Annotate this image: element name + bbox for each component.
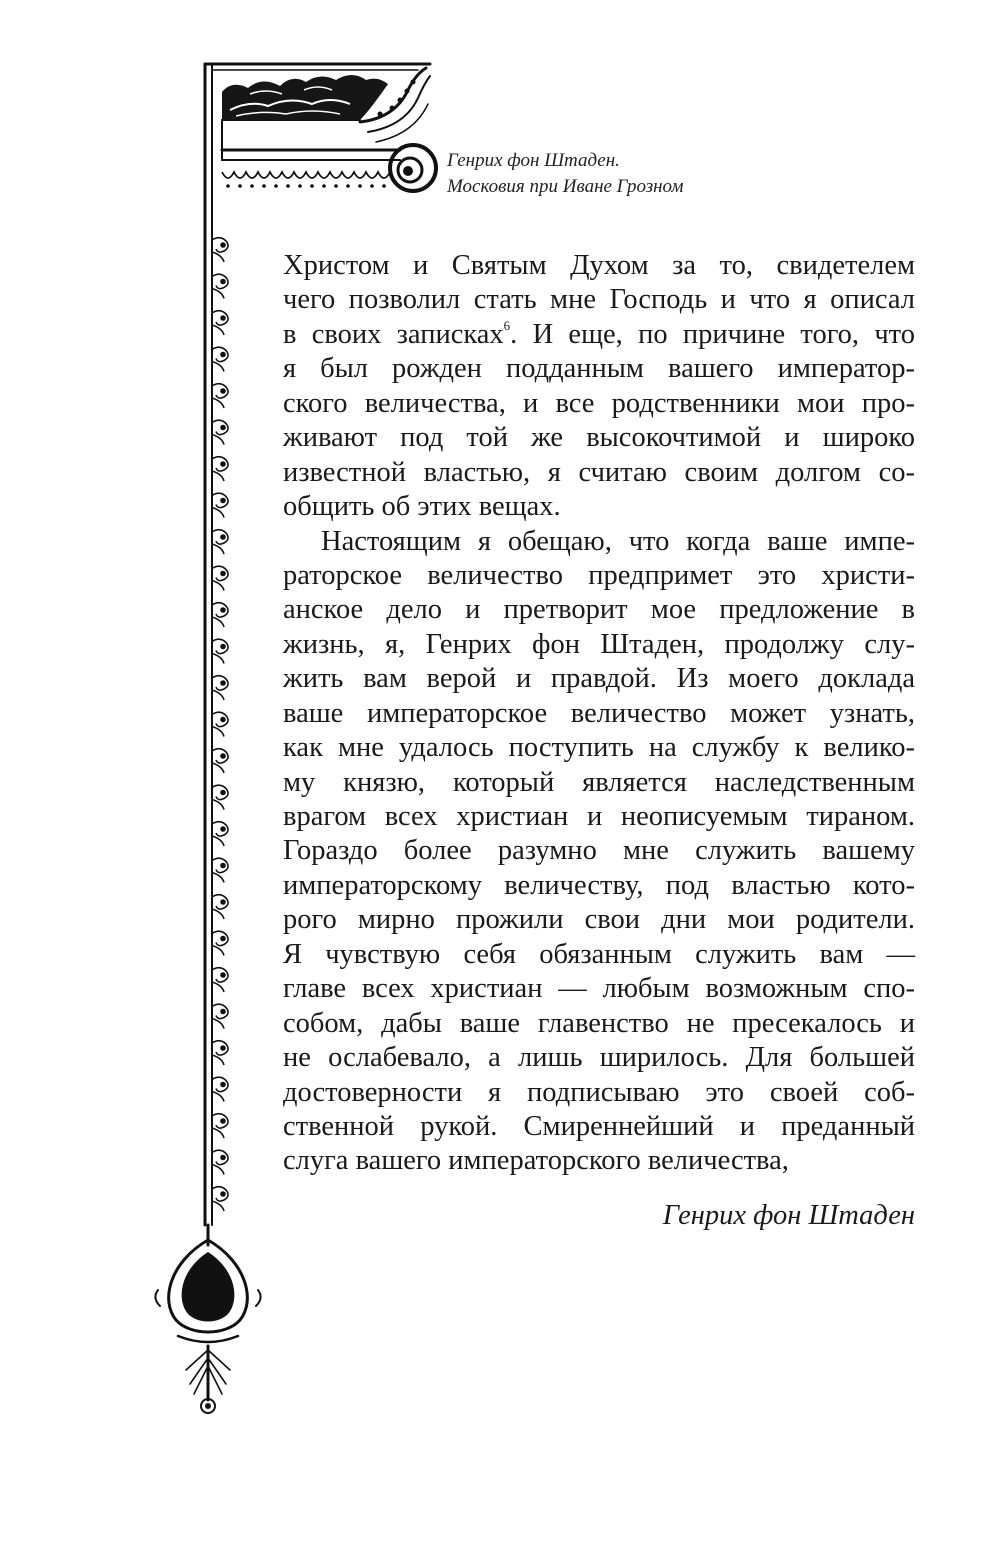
- rule-scroll-motif: [212, 639, 228, 663]
- text-line: врагом всех христиан и неописуемым тираном.: [283, 801, 915, 832]
- rule-dot-motif: [221, 1046, 225, 1050]
- rule-scroll-motif: [212, 603, 228, 627]
- rule-dot-motif: [221, 1083, 225, 1087]
- rule-dot-motif: [221, 754, 225, 758]
- rule-scroll-motif: [212, 822, 228, 846]
- running-head-author: Генрих фон Штаден.: [447, 150, 620, 171]
- rule-dot-motif: [221, 462, 225, 466]
- rule-dot-motif: [221, 791, 225, 795]
- rule-dot-motif: [221, 681, 225, 685]
- rule-dot-motif: [221, 426, 225, 430]
- rule-scroll-motif: [212, 749, 228, 773]
- text-fragment: в своих записках: [283, 318, 504, 350]
- rule-dot-motif: [221, 389, 225, 393]
- text-line: не ослабевало, а лишь ширилось. Для большей: [283, 1042, 915, 1074]
- rule-scroll-motif: [212, 968, 228, 992]
- signature: Генрих фон Штаден: [662, 1200, 915, 1231]
- text-line: жизнь, я, Генрих фон Штаден, продолжу слу-: [283, 628, 915, 660]
- rule-scroll-motif: [212, 311, 228, 335]
- body-text: [283, 249, 915, 1179]
- text-line: собом, дабы ваше главенство не пресекалось и: [283, 1007, 915, 1039]
- rule-dot-motif: [221, 1010, 225, 1014]
- text-line: главе всех христиан — любым возможным спо-: [283, 973, 915, 1005]
- rule-scroll-motif: [212, 931, 228, 955]
- text-line: императорскому величеству, под властью кото-: [283, 869, 915, 901]
- rule-scroll-motif: [212, 712, 228, 736]
- text-line: жить вам верой и правдой. Из моего доклада: [283, 663, 915, 695]
- rule-scroll-motif: [212, 1077, 228, 1101]
- text-line: Гораздо более разумно мне служить вашему: [283, 835, 915, 867]
- rule-scroll-motif: [212, 457, 228, 481]
- rule-dot-motif: [221, 353, 225, 357]
- text-line: ского величества, и все родственники мои про-: [283, 387, 915, 419]
- rule-scroll-motif: [212, 238, 228, 262]
- rule-scroll-motif: [212, 1004, 228, 1028]
- rule-scroll-motif: [212, 1114, 228, 1138]
- rule-scroll-motif: [212, 1187, 228, 1211]
- rule-dot-motif: [221, 645, 225, 649]
- rule-scroll-motif: [212, 566, 228, 590]
- text-line: Настоящим я обещаю, что когда ваше импе-: [321, 525, 915, 557]
- rule-dot-motif: [221, 900, 225, 904]
- rule-scroll-motif: [212, 530, 228, 554]
- text-line: слуга вашего императорского величества,: [283, 1145, 789, 1177]
- rule-scroll-motif: [212, 858, 228, 882]
- text-line: я был рожден подданным вашего император-: [283, 353, 915, 385]
- running-head: [447, 148, 947, 200]
- text-line: Я чувствую себя обязанным служить вам —: [283, 938, 915, 970]
- rule-dot-motif: [221, 243, 225, 247]
- rule-scroll-motif: [212, 676, 228, 700]
- rule-dot-motif: [221, 1156, 225, 1160]
- text-line: раторское величество предпримет это христи-: [283, 559, 915, 591]
- footnote-marker: 6: [503, 317, 511, 333]
- text-line: известной властью, я считаю своим долгом со-: [283, 456, 915, 488]
- running-head-title: Московия при Иване Грозном: [447, 176, 684, 197]
- text-line: ственной рукой. Смиреннейший и преданный: [283, 1110, 915, 1142]
- rule-scroll-motif: [212, 274, 228, 298]
- rule-dot-motif: [221, 316, 225, 320]
- text-line: рого мирно прожили свои дни мои родители.: [283, 904, 915, 936]
- rule-dot-motif: [221, 827, 225, 831]
- rule-dot-motif: [221, 718, 225, 722]
- rule-scroll-motif: [212, 895, 228, 919]
- rule-dot-motif: [221, 280, 225, 284]
- text-line: Христом и Святым Духом за то, свидетелем: [283, 250, 915, 281]
- rule-scroll-motif: [212, 493, 228, 517]
- rule-scroll-motif: [212, 1041, 228, 1065]
- rule-dot-motif: [221, 973, 225, 977]
- rule-scroll-motif: [212, 384, 228, 408]
- text-line: анское дело и претворит мое предложение в: [283, 594, 915, 626]
- rule-scroll-motif: [212, 1150, 228, 1174]
- text-line: ваше императорское величество может узнать,: [283, 697, 915, 729]
- rule-dot-motif: [221, 572, 225, 576]
- text-line: достоверности я подписываю это своей соб-: [283, 1076, 915, 1108]
- text-line: чего позволил стать мне Господь и что я описал: [283, 284, 915, 316]
- rule-scroll-motif: [212, 420, 228, 444]
- text-line: как мне удалось поступить на службу к велико-: [283, 732, 915, 764]
- rule-scroll-motif: [212, 347, 228, 371]
- rule-dot-motif: [221, 1192, 225, 1196]
- rule-dot-motif: [221, 1119, 225, 1123]
- rule-scroll-motif: [212, 785, 228, 809]
- rule-dot-motif: [221, 864, 225, 868]
- text-line: му князю, который является наследственным: [283, 766, 915, 798]
- rule-dot-motif: [221, 499, 225, 503]
- rule-dot-motif: [221, 937, 225, 941]
- rule-dot-motif: [221, 535, 225, 539]
- text-line: [283, 318, 915, 352]
- text-line: живают под той же высокочтимой и широко: [283, 422, 915, 454]
- text-fragment: . И еще, по причине того, что: [510, 318, 915, 350]
- text-line: общить об этих вещах.: [283, 491, 561, 523]
- rule-dot-motif: [221, 608, 225, 612]
